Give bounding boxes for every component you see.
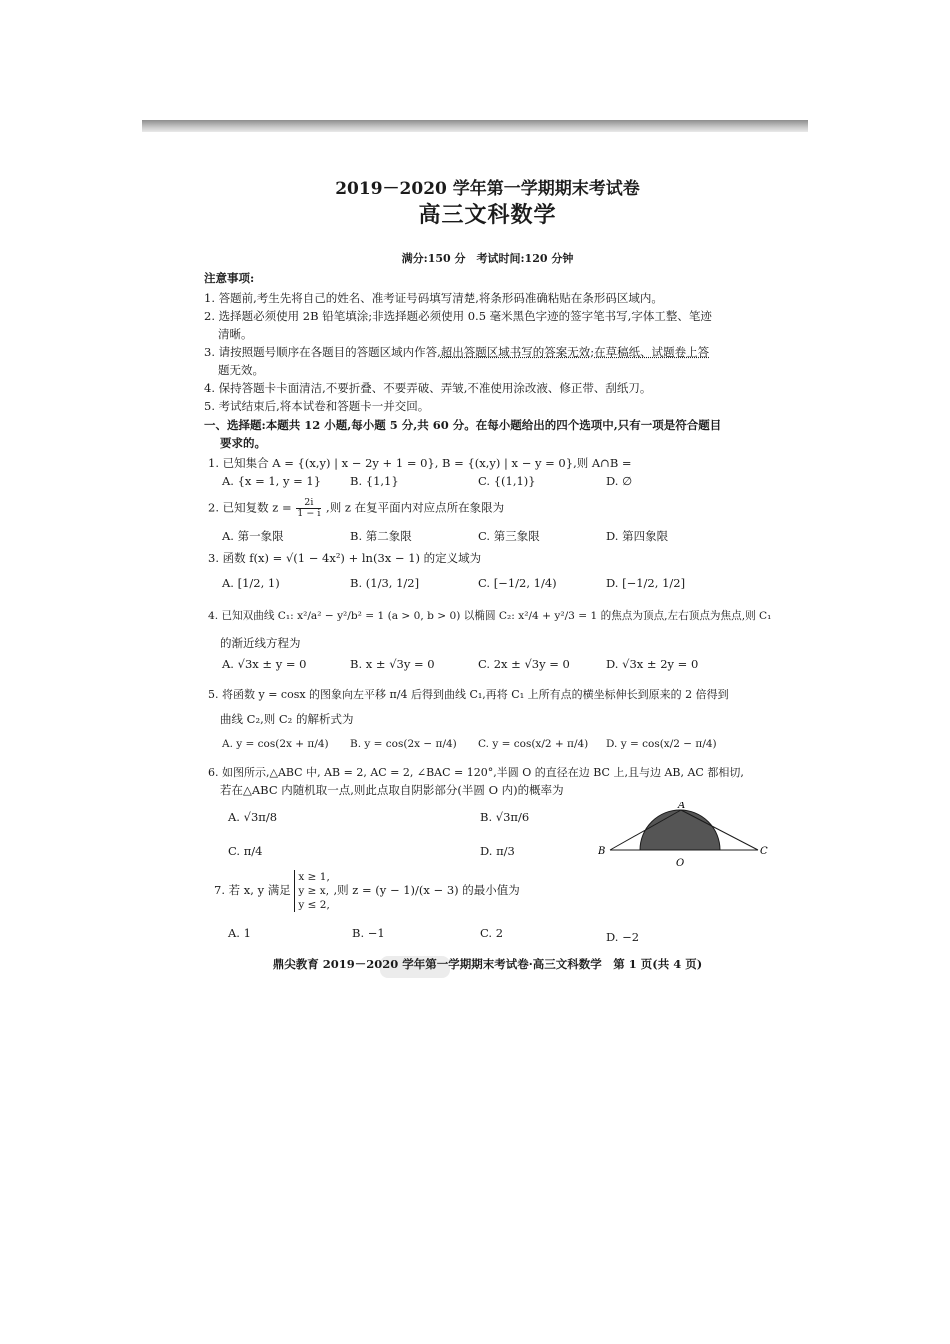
q3-option-b: B. (1/3, 1/2] bbox=[350, 576, 420, 590]
triangle-semicircle-figure bbox=[598, 802, 770, 874]
q5-option-d: D. y = cos(x/2 − π/4) bbox=[606, 738, 717, 750]
q1-option-a: A. {x = 1, y = 1} bbox=[222, 474, 322, 488]
page-footer: 鼎尖教育 2019－2020 学年第一学期期末考试卷·高三文科数学 第 1 页(共 4 页) bbox=[272, 957, 703, 971]
q7-option-d: D. −2 bbox=[606, 930, 640, 944]
note-5: 5. 考试结束后,将本试卷和答题卡一并交回。 bbox=[204, 399, 430, 413]
vertex-b-label: B bbox=[598, 846, 606, 857]
q2-option-a: A. 第一象限 bbox=[222, 529, 284, 543]
note-3-cont: 题无效。 bbox=[218, 363, 264, 377]
q4-option-b: B. x ± √3y = 0 bbox=[350, 657, 435, 671]
section-heading: 一、选择题:本题共 12 小题,每小题 5 分,共 60 分。在每小题给出的四个选项中,只有一项是符合题目 bbox=[204, 418, 722, 432]
q2-fraction bbox=[296, 498, 321, 519]
exam-page bbox=[200, 130, 775, 975]
q2-stem-post: ,则 z 在复平面内对应点所在象限为 bbox=[326, 500, 505, 515]
q2-option-c: C. 第三象限 bbox=[478, 529, 540, 543]
section-heading-cont: 要求的。 bbox=[220, 436, 266, 450]
q7-option-c: C. 2 bbox=[480, 926, 504, 940]
q3-option-a: A. [1/2, 1) bbox=[222, 576, 280, 590]
note-4: 4. 保持答题卡卡面清洁,不要折叠、不要弄破、弄皱,不准使用涂改液、修正带、刮纸刀。 bbox=[204, 381, 652, 395]
q1-option-d: D. ∅ bbox=[606, 474, 633, 488]
q6-option-c: C. π/4 bbox=[228, 844, 263, 858]
vertex-c-label: C bbox=[760, 846, 768, 857]
q4-option-d: D. √3x ± 2y = 0 bbox=[606, 657, 699, 671]
q1-option-b: B. {1,1} bbox=[350, 474, 399, 488]
q2-option-d: D. 第四象限 bbox=[606, 529, 669, 543]
note-3-emphasis: 超出答题区域书写的答案无效;在草稿纸、试题卷上答 bbox=[440, 345, 710, 359]
exam-title: 2019－2020 学年第一学期期末考试卷 bbox=[335, 179, 640, 199]
q3-option-c: C. [−1/2, 1/4) bbox=[478, 576, 557, 590]
q5-stem-cont: 曲线 C₂,则 C₂ 的解析式为 bbox=[220, 712, 354, 726]
center-o-label: O bbox=[676, 858, 685, 869]
q5-stem: 5. 将函数 y = cosx 的图象向左平移 π/4 后得到曲线 C₁,再将 C₁ 上所有点的横坐标伸长到原来的 2 倍得到 bbox=[208, 688, 729, 701]
q2-denominator: 1 − i bbox=[297, 508, 321, 519]
note-2-cont: 清晰。 bbox=[218, 327, 253, 341]
q7-constraint-3: y ≤ 2, bbox=[298, 899, 330, 911]
q2-option-b: B. 第二象限 bbox=[350, 529, 412, 543]
q7-constraints bbox=[294, 870, 329, 912]
q7-stem bbox=[214, 870, 520, 912]
q6-stem-cont: 若在△ABC 内随机取一点,则此点取自阴影部分(半圆 O 内)的概率为 bbox=[220, 783, 564, 797]
q5-option-b: B. y = cos(2x − π/4) bbox=[350, 738, 457, 750]
q6-option-a: A. √3π/8 bbox=[228, 810, 278, 824]
q2-stem bbox=[208, 498, 504, 519]
exam-meta: 满分:150 分 考试时间:120 分钟 bbox=[401, 252, 574, 265]
q7-constraint-1: x ≥ 1, bbox=[298, 871, 330, 883]
exam-subtitle: 高三文科数学 bbox=[418, 202, 557, 228]
note-2: 2. 选择题必须使用 2B 铅笔填涂;非选择题必须使用 0.5 毫米黑色字迹的签字笔书写,字体工整、笔迹 bbox=[204, 309, 712, 323]
q1-stem: 1. 已知集合 A = {(x,y) | x − 2y + 1 = 0}, B = {(x,y) | x − y = 0},则 A∩B = bbox=[208, 456, 632, 470]
q6-option-d: D. π/3 bbox=[480, 844, 515, 858]
q4-stem-cont: 的渐近线方程为 bbox=[220, 636, 301, 650]
q4-option-a: A. √3x ± y = 0 bbox=[222, 657, 307, 671]
notes-heading: 注意事项: bbox=[204, 271, 255, 285]
q1-option-c: C. {(1,1)} bbox=[478, 474, 536, 488]
note-1: 1. 答题前,考生先将自己的姓名、准考证号码填写清楚,将条形码准确粘贴在条形码区域内。 bbox=[204, 291, 663, 305]
vertex-a-label: A bbox=[678, 802, 686, 811]
q4-option-c: C. 2x ± √3y = 0 bbox=[478, 657, 570, 671]
q4-stem: 4. 已知双曲线 C₁: x²/a² − y²/b² = 1 (a > 0, b > 0) 以椭圆 C₂: x²/4 + y²/3 = 1 的焦点为顶点,左右顶点为焦点,则 C₁ bbox=[208, 610, 772, 622]
q6-stem: 6. 如图所示,△ABC 中, AB = 2, AC = 2, ∠BAC = 120°,半圆 O 的直径在边 BC 上,且与边 AB, AC 都相切, bbox=[208, 766, 744, 779]
q7-constraint-2: y ≥ x, bbox=[298, 885, 330, 897]
shaded-semicircle bbox=[640, 810, 720, 850]
q3-option-d: D. [−1/2, 1/2] bbox=[606, 576, 686, 590]
q2-stem-pre: 2. 已知复数 z = bbox=[208, 500, 292, 515]
q3-stem: 3. 函数 f(x) = √(1 − 4x²) + ln(3x − 1) 的定义域为 bbox=[208, 551, 482, 565]
note-3-text: 3. 请按照题号顺序在各题目的答题区域内作答, bbox=[204, 345, 441, 359]
q7-stem-pre: 7. 若 x, y 满足 bbox=[214, 883, 291, 897]
q7-option-a: A. 1 bbox=[228, 926, 251, 940]
q5-option-c: C. y = cos(x/2 + π/4) bbox=[478, 738, 589, 750]
q7-option-b: B. −1 bbox=[352, 926, 385, 940]
q6-option-b: B. √3π/6 bbox=[480, 810, 530, 824]
q7-stem-post: ,则 z = (y − 1)/(x − 3) 的最小值为 bbox=[333, 883, 520, 897]
q2-numerator: 2i bbox=[296, 498, 321, 509]
note-3 bbox=[204, 344, 709, 360]
q5-option-a: A. y = cos(2x + π/4) bbox=[222, 738, 329, 750]
